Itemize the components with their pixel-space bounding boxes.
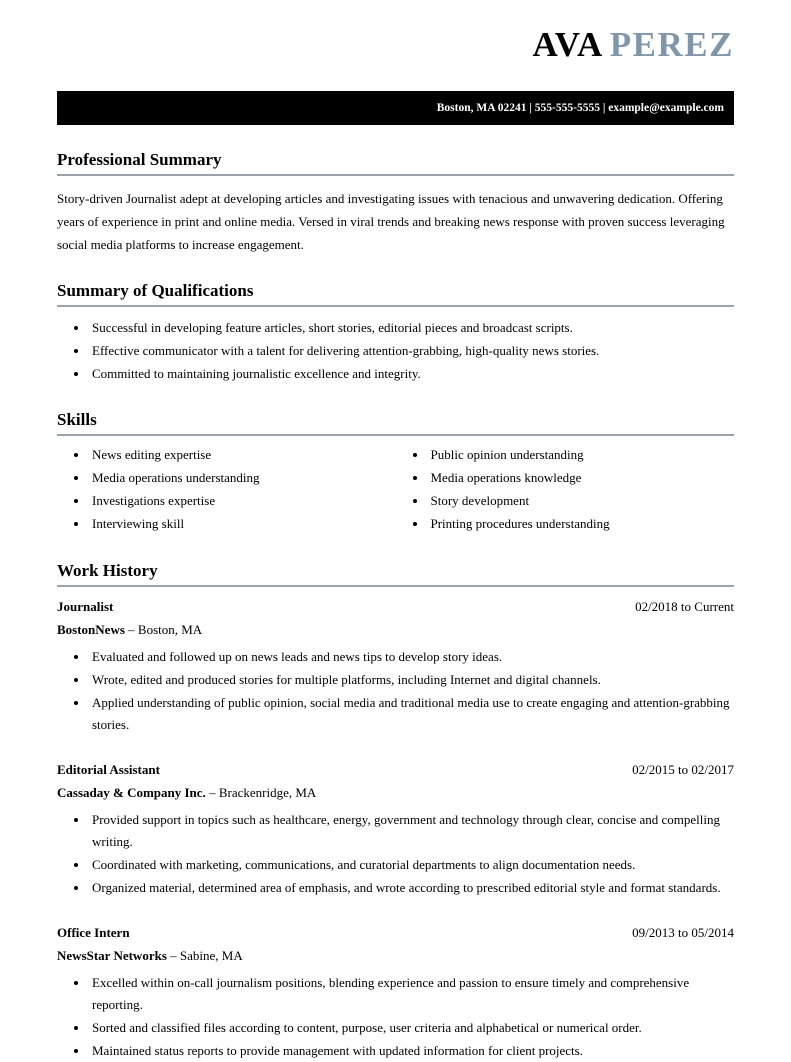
bullet-item: • Wrote, edited and produced stories for multiple platforms, including Internet and digital channels. (89, 669, 734, 691)
bullet-item: • Story development (428, 490, 735, 512)
company-line (57, 948, 734, 964)
job-header (57, 599, 734, 615)
candidate-first-name: AVA (532, 25, 604, 64)
bullet-item: • Coordinated with marketing, communications, and curatorial departments to align documentation needs. (89, 854, 734, 876)
company-name: BostonNews (57, 621, 125, 637)
bullet-item: • Printing procedures understanding (428, 513, 735, 535)
job-dates: 02/2018 to Current (635, 598, 734, 614)
bullet-item: • Excelled within on-call journalism positions, blending experience and passion to ensure timely and comprehensive reporting. (89, 972, 734, 1016)
job-bullets (57, 972, 734, 1062)
candidate-last-name: PEREZ (609, 25, 734, 64)
bullet-item: • Organized material, determined area of emphasis, and wrote according to prescribed editorial style and format standards. (89, 877, 734, 899)
company-line (57, 622, 734, 638)
company-location: – Brackenridge, MA (209, 784, 317, 800)
job-title: Editorial Assistant (57, 761, 160, 777)
company-line (57, 785, 734, 801)
company-name: NewsStar Networks (57, 947, 167, 963)
work-history-heading: Work History (57, 561, 734, 587)
job-title: Journalist (57, 598, 114, 614)
bullet-item: • Interviewing skill (89, 513, 396, 535)
bullet-item: • Effective communicator with a talent for delivering attention-grabbing, high-quality news stories. (89, 340, 734, 362)
job-header (57, 762, 734, 778)
bullet-item: • Media operations knowledge (428, 467, 735, 489)
bullet-item: • Investigations expertise (89, 490, 396, 512)
job-bullets (57, 646, 734, 736)
bullet-item: • Successful in developing feature articles, short stories, editorial pieces and broadcast scripts. (89, 317, 734, 339)
company-location: – Sabine, MA (170, 947, 243, 963)
bullet-item: • Applied understanding of public opinion, social media and traditional media use to create engaging and attention-grabbing stories. (89, 692, 734, 736)
company-location: – Boston, MA (128, 621, 203, 637)
bullet-item: • Public opinion understanding (428, 444, 735, 466)
section-qualifications (57, 281, 734, 385)
skills-list-right (396, 444, 735, 536)
job-dates: 09/2013 to 05/2014 (632, 924, 734, 940)
section-work-history (57, 561, 734, 1062)
bullet-item: • Media operations understanding (89, 467, 396, 489)
job-entry-office-intern (57, 925, 734, 1062)
job-entry-editorial-assistant (57, 762, 734, 899)
professional-summary-heading: Professional Summary (57, 150, 734, 176)
contact-info: Boston, MA 02241 | 555-555-5555 | example@example.com (436, 101, 724, 114)
section-skills (57, 410, 734, 536)
job-entry-journalist (57, 599, 734, 736)
bullet-item: • Committed to maintaining journalistic excellence and integrity. (89, 363, 734, 385)
job-bullets (57, 809, 734, 899)
bullet-item: • Sorted and classified files according to content, purpose, user criteria and alphabetical or numerical order. (89, 1017, 734, 1039)
company-name: Cassaday & Company Inc. (57, 784, 206, 800)
section-professional-summary (57, 150, 734, 256)
contact-bar (57, 91, 734, 125)
skills-columns (57, 436, 734, 536)
job-dates: 02/2015 to 02/2017 (632, 761, 734, 777)
professional-summary-text: Story-driven Journalist adept at developing articles and investigating issues with tenacious and unwavering dedication. Offering years of experience in print and online media. Versed in viral trends and breaking news response with proven success leveraging social media platforms to increase engagement. (57, 190, 725, 252)
candidate-name (57, 26, 734, 65)
bullet-item: • News editing expertise (89, 444, 396, 466)
bullet-item: • Provided support in topics such as healthcare, energy, government and technology through clear, concise and compelling writing. (89, 809, 734, 853)
qualifications-list (57, 317, 734, 385)
bullet-item: • Evaluated and followed up on news leads and news tips to develop story ideas. (89, 646, 734, 668)
skills-heading: Skills (57, 410, 734, 436)
job-title: Office Intern (57, 924, 130, 940)
bullet-item: • Maintained status reports to provide management with updated information for client projects. (89, 1040, 734, 1062)
skills-list-left (57, 444, 396, 536)
job-header (57, 925, 734, 941)
qualifications-heading: Summary of Qualifications (57, 281, 734, 307)
